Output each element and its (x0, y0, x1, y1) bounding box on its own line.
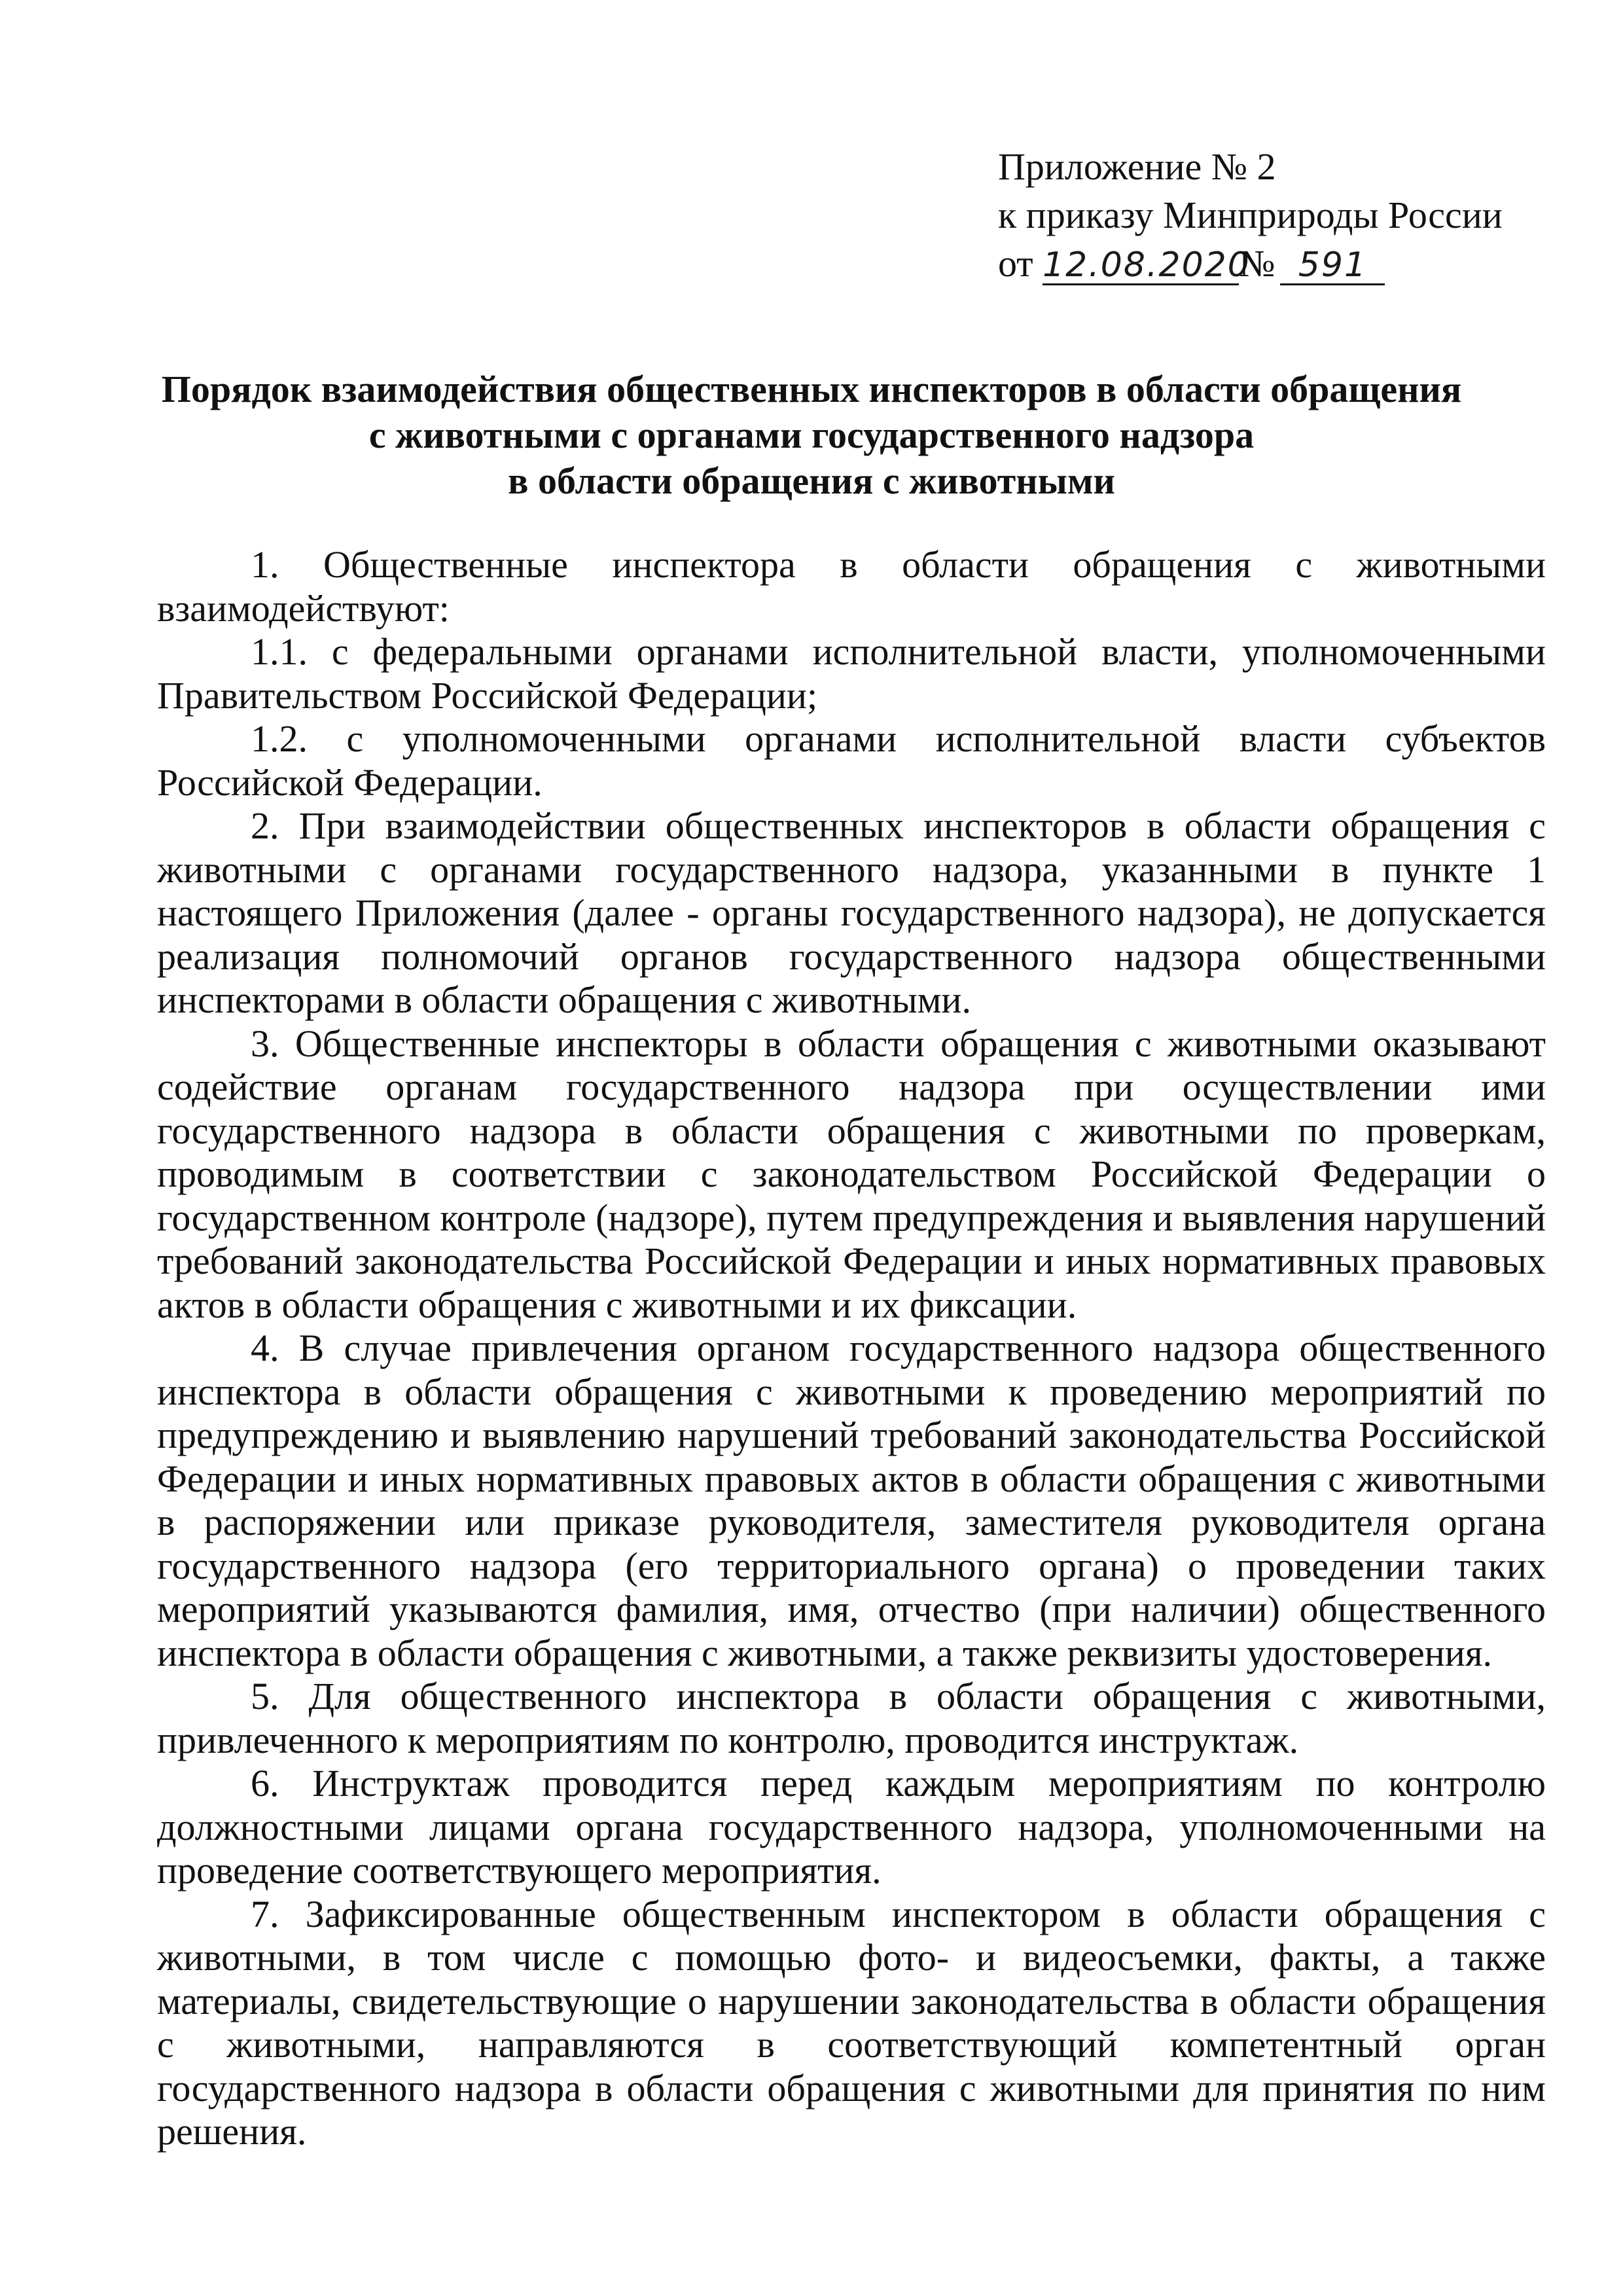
appendix-line-1: Приложение № 2 (998, 145, 1276, 188)
date-prefix: от (998, 242, 1033, 285)
number-prefix: № (1239, 242, 1275, 285)
appendix-date-line (998, 240, 1503, 288)
document-title (157, 367, 1466, 504)
appendix-header (998, 143, 1503, 288)
paragraph-4: 4. В случае привлечения органом государственного надзора общественного инспектора в области обращения с животными к проведению мероприятий по предупреждению и выявлению нарушений требований законодательства Российской Федерации и иных нормативных правовых актов в области обращения с животными в распоряжении или приказе руководителя, заместителя руководителя органа государственного надзора (его территориального органа) о проведении таких мероприятий указываются фамилия, имя, отчество (при наличии) общественного инспектора в области обращения с животными, а также реквизиты удостоверения. (157, 1327, 1546, 1674)
paragraph-1-2: 1.2. с уполномоченными органами исполнительной власти субъектов Российской Федерации. (157, 717, 1546, 804)
handwritten-date: 12.08.2020 (1043, 245, 1251, 285)
appendix-line-2: к приказу Минприроды России (998, 194, 1503, 236)
paragraph-7: 7. Зафиксированные общественным инспектором в области обращения с животными, в том числе с помощью фото- и видеосъемки, факты, а также материалы, свидетельствующие о нарушении законодательства в области обращения с животными, направляются в соответствующий компетентный орган государственного надзора в области обращения с животными для принятия по ним решения. (157, 1892, 1546, 2153)
paragraph-2: 2. При взаимодействии общественных инспекторов в области обращения с животными с органами государственного надзора, указанными в пункте 1 настоящего Приложения (далее - органы государственного надзора), не допускается реализация полномочий органов государственного надзора общественными инспекторами в области обращения с животными. (157, 804, 1546, 1021)
paragraph-6: 6. Инструктаж проводится перед каждым мероприятиям по контролю должностными лицами органа государственного надзора, уполномоченными на проведение соответствующего мероприятия. (157, 1762, 1546, 1892)
title-line-1: Порядок взаимодействия общественных инспекторов в области обращения (161, 368, 1462, 410)
paragraph-1: 1. Общественные инспектора в области обращения с животными взаимодействуют: (157, 543, 1546, 630)
document-body (157, 543, 1546, 2154)
paragraph-1-1: 1.1. с федеральными органами исполнительной власти, уполномоченными Правительством Российской Федерации; (157, 630, 1546, 717)
paragraph-3: 3. Общественные инспекторы в области обращения с животными оказывают содействие органам государственного надзора при осуществлении ими государственного надзора в области обращения с животными по проверкам, проводимым в соответствии с законодательством Российской Федерации о государственном контроле (надзоре), путем предупреждения и выявления нарушений требований законодательства Российской Федерации и иных нормативных правовых актов в области обращения с животными и их фиксации. (157, 1022, 1546, 1326)
handwritten-number: 591 (1280, 247, 1385, 285)
title-line-3: в области обращения с животными (508, 459, 1115, 502)
paragraph-5: 5. Для общественного инспектора в области обращения с животными, привлеченного к мероприятиям по контролю, проводится инструктаж. (157, 1675, 1546, 1761)
title-line-2: с животными с органами государственного надзора (368, 414, 1255, 456)
